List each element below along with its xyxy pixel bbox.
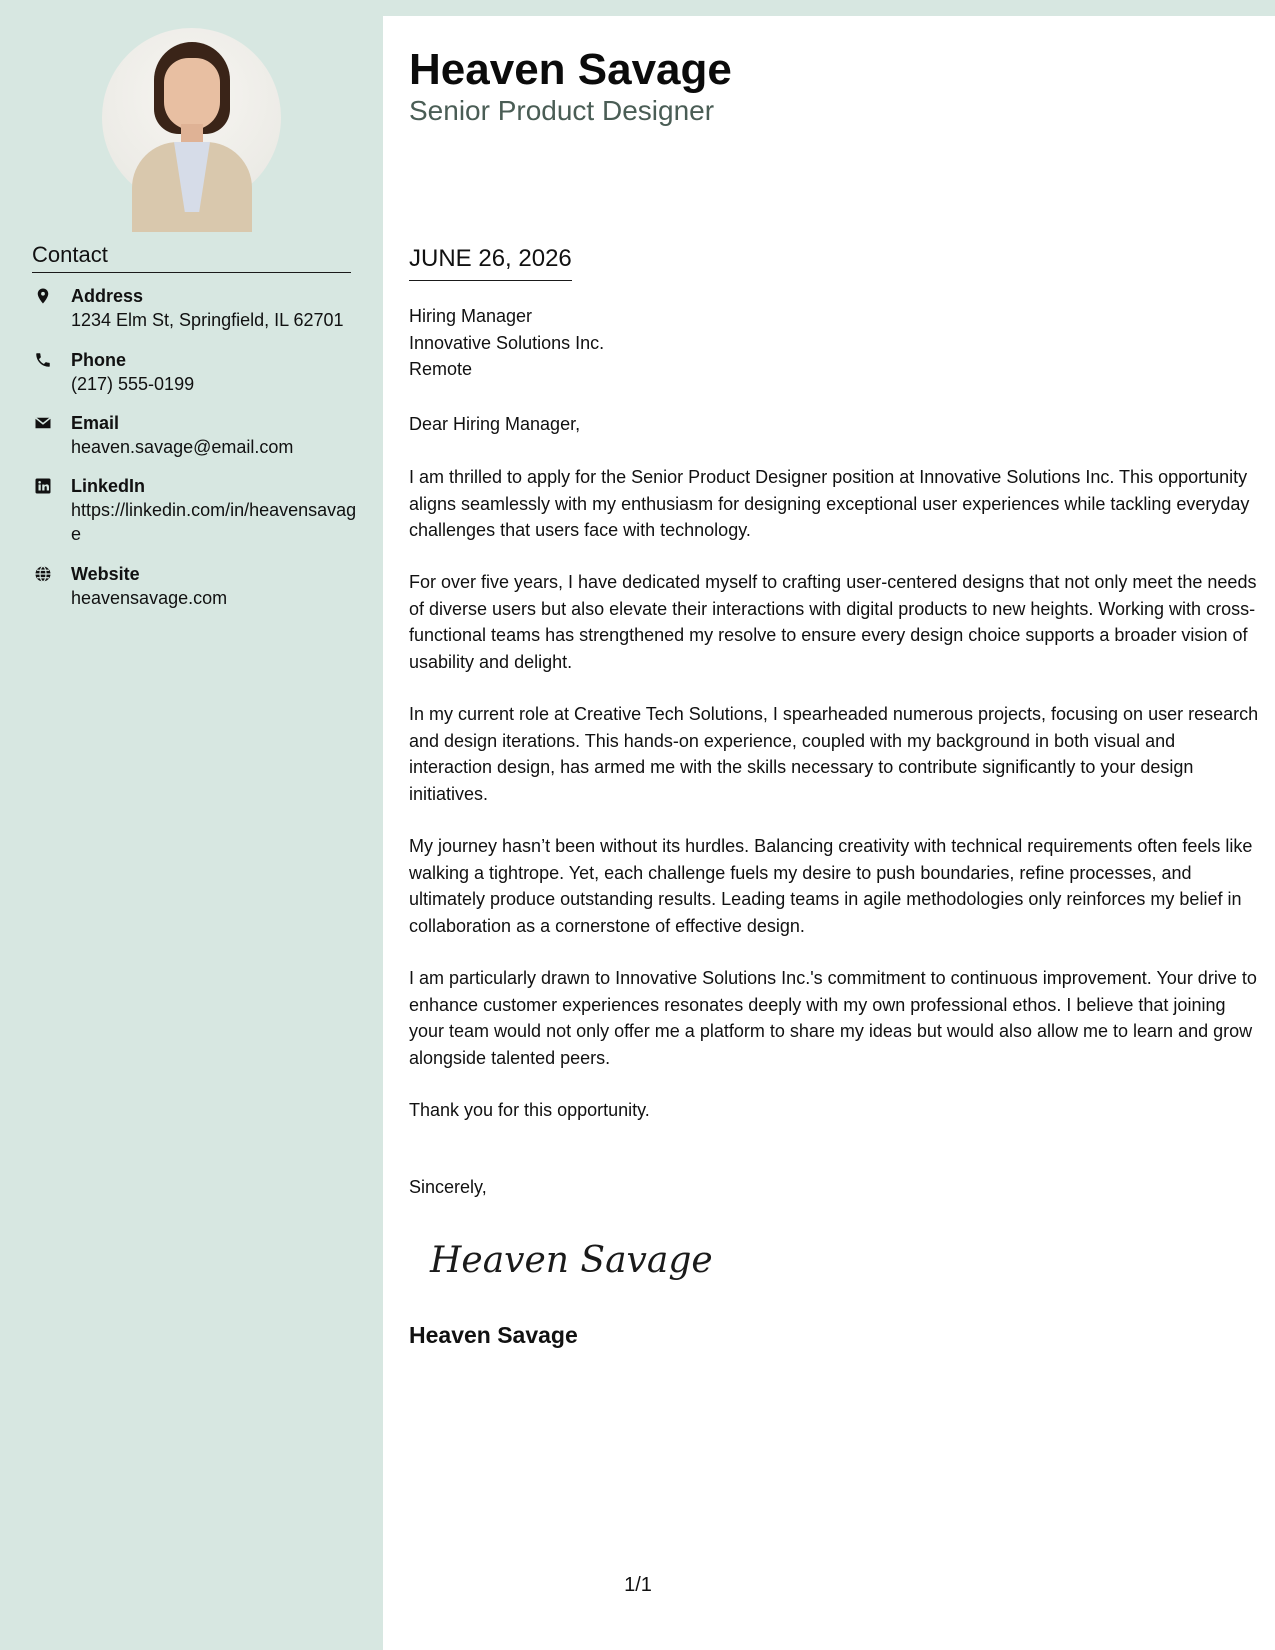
globe-icon <box>34 565 52 583</box>
recipient-line: Hiring Manager <box>409 306 533 326</box>
phone-value: (217) 555-0199 <box>71 374 195 394</box>
email-value: heaven.savage@email.com <box>71 437 294 457</box>
contact-heading: Contact <box>32 240 351 273</box>
address-label: Address <box>71 286 144 306</box>
address-value: 1234 Elm St, Springfield, IL 62701 <box>71 310 344 330</box>
body-paragraph: I am thrilled to apply for the Senior Product Designer position at Innovative Solutions Inc. This opportunity aligns seamlessly with my enthusiasm for designing exceptional user experiences while tackling everyday challenges that users face with technology. <box>409 467 1250 540</box>
phone-icon <box>34 351 52 369</box>
linkedin-icon <box>34 477 52 495</box>
closing: Sincerely, <box>409 1177 487 1197</box>
signature-name: Heaven Savage <box>409 1322 578 1348</box>
body-paragraph: Thank you for this opportunity. <box>409 1100 650 1120</box>
phone-label: Phone <box>71 350 127 370</box>
body-paragraph: In my current role at Creative Tech Solutions, I spearheaded numerous projects, focusing on user research and design iterations. This hands-on experience, coupled with my background in both visual and interaction design, has armed me with the skills necessary to contribute significantly to your design initiatives. <box>409 704 1259 804</box>
website-value[interactable]: heavensavage.com <box>71 588 228 608</box>
profile-photo <box>102 28 281 207</box>
recipient-line: Remote <box>409 359 473 379</box>
letter-date: JUNE 26, 2026 <box>409 244 572 281</box>
linkedin-value[interactable]: https://linkedin.com/in/heavensavage <box>71 500 357 544</box>
salutation: Dear Hiring Manager, <box>409 414 581 434</box>
applicant-title: Senior Product Designer <box>409 95 715 126</box>
linkedin-label: LinkedIn <box>71 476 146 496</box>
page-number: 1/1 <box>624 1574 652 1596</box>
applicant-name: Heaven Savage <box>409 45 732 94</box>
recipient-block <box>409 303 604 383</box>
body-paragraph: I am particularly drawn to Innovative Solutions Inc.'s commitment to continuous improvement. Your drive to enhance customer experiences resonates deeply with my own professional ethos. I believe that joining your team would not only offer me a platform to share my ideas but would also allow me to learn and grow alongside talented peers. <box>409 968 1257 1068</box>
sidebar <box>0 0 383 1650</box>
signature-image <box>426 1230 713 1288</box>
body-paragraph: My journey hasn’t been without its hurdles. Balancing creativity with technical requirements often feels like walking a tightrope. Yet, each challenge fuels my desire to push boundaries, refine processes, and ultimately produce outstanding results. Leading teams in agile methodologies only reinforces my belief in collaboration as a cornerstone of effective design. <box>409 836 1253 936</box>
body-paragraph: For over five years, I have dedicated myself to crafting user-centered designs that not only meet the needs of diverse users but also elevate their interactions with digital products to new heights. Working with cross-functional teams has strengthened my resolve to ensure every design choice supports a broader vision of usability and delight. <box>409 572 1257 672</box>
envelope-icon <box>34 414 52 432</box>
website-label: Website <box>71 564 140 584</box>
signature-text: Heaven Savage <box>430 1240 713 1281</box>
map-pin-icon <box>34 287 52 305</box>
recipient-line: Innovative Solutions Inc. <box>409 332 605 353</box>
email-label: Email <box>71 413 120 433</box>
